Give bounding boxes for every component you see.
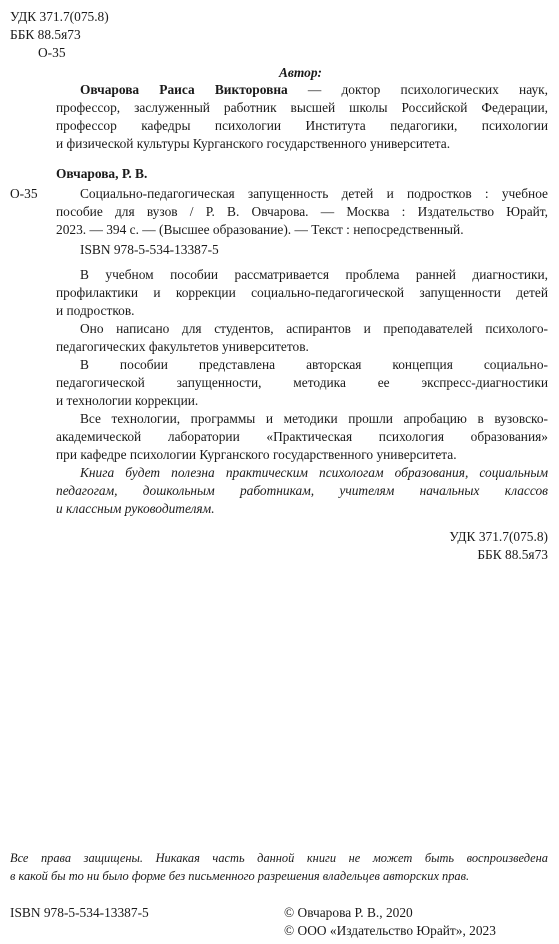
footer-copyright-publisher: © ООО «Издательство Юрайт», 2023 [284, 923, 496, 938]
author-line-3: профессор кафедры психологии Института педагогики, психологии [56, 118, 548, 133]
classification-udk: УДК 371.7(075.8) [449, 529, 548, 544]
catalog-author: Овчарова, Р. В. [56, 166, 148, 181]
abstract-p3-l1: В пособии представлена авторская концепция социально- [80, 357, 548, 372]
abstract-p3-l3: и технологии коррекции. [56, 393, 199, 408]
rights-line-1: Все права защищены. Никакая часть данной книги не может быть воспроизведена [10, 851, 548, 865]
author-line-1 [80, 81, 548, 99]
footer-copyright-author: © Овчарова Р. В., 2020 [284, 905, 413, 920]
classification-bbk: ББК 88.5я73 [477, 547, 548, 562]
abstract-p3-l2: педагогической запущенности, методика ее экспресс-диагностики [56, 375, 548, 390]
abstract-p4-l1: Все технологии, программы и методики прошли апробацию в вузовско- [80, 411, 548, 426]
catalog-line-3: 2023. — 394 с. — (Высшее образование). — Текст : непосредственный. [56, 222, 464, 237]
author-heading: Автор: [279, 65, 323, 80]
abstract-p2-l1: Оно написано для студентов, аспирантов и преподавателей психолого- [80, 321, 548, 336]
abstract-p2-l2: педагогических факультетов университетов. [56, 339, 309, 354]
header-code: О-35 [38, 45, 66, 60]
abstract-p4-l2: академической лаборатории «Практическая психология образования» [56, 429, 548, 444]
catalog-code: О-35 [10, 186, 38, 201]
abstract-p1-l2: профилактики и коррекции социально-педагогической запущенности детей [56, 285, 548, 300]
catalog-isbn: ISBN 978-5-534-13387-5 [80, 242, 219, 257]
abstract-p5-l3: и классным руководителям. [56, 501, 215, 516]
rights-line-2: в какой бы то ни было форме без письменного разрешения владельцев авторских прав. [10, 869, 470, 883]
author-name: Овчарова Раиса Викторовна [80, 82, 288, 97]
catalog-line-2: пособие для вузов / Р. В. Овчарова. — Москва : Издательство Юрайт, [56, 204, 548, 219]
header-udk: УДК 371.7(075.8) [10, 9, 109, 24]
author-line-2: профессор, заслуженный работник высшей школы Российской Федерации, [56, 100, 548, 115]
abstract-p4-l3: при кафедре психологии Курганского государственного университета. [56, 447, 457, 462]
abstract-p1-l3: и подростков. [56, 303, 135, 318]
abstract-p5-l2: педагогам, дошкольным работникам, учителям начальных классов [56, 483, 548, 498]
abstract-p5-l1: Книга будет полезна практическим психологам образования, социальным [80, 465, 548, 480]
author-desc-1: — доктор психологических наук, [287, 82, 548, 97]
footer-isbn: ISBN 978-5-534-13387-5 [10, 905, 149, 920]
author-line-4: и физической культуры Курганского государственного университета. [56, 136, 451, 151]
abstract-p1-l1: В учебном пособии рассматривается проблема ранней диагностики, [80, 267, 548, 282]
catalog-line-1: Социально-педагогическая запущенность детей и подростков : учебное [80, 186, 548, 201]
header-bbk: ББК 88.5я73 [10, 27, 81, 42]
